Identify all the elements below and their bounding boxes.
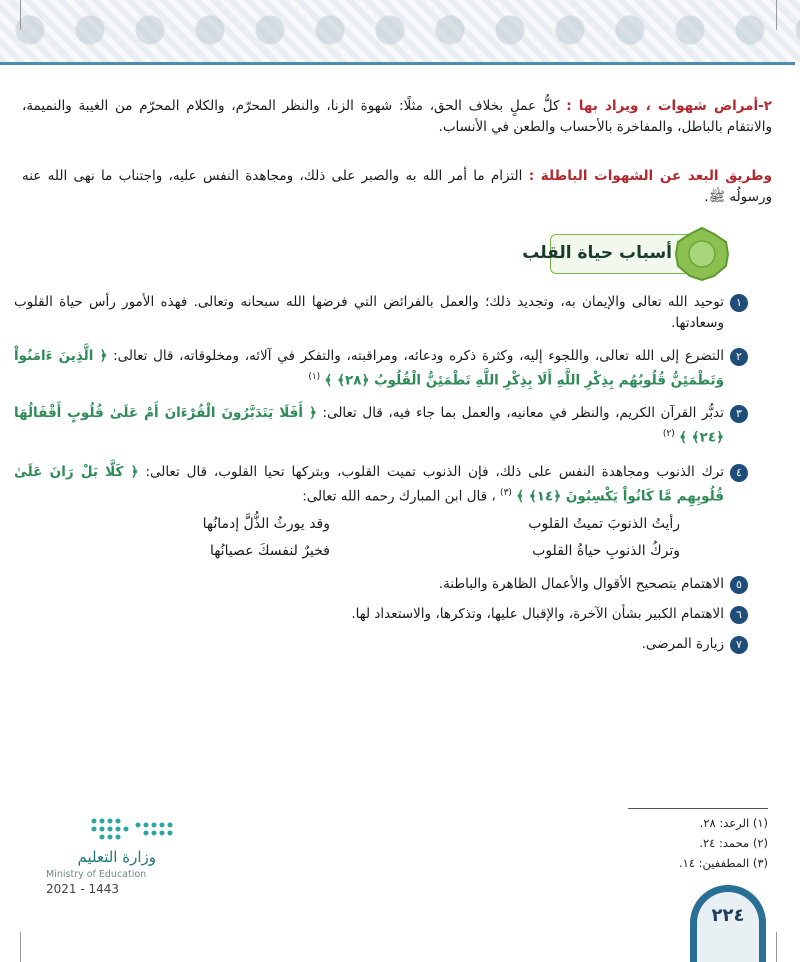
footnote-ref: (٣) (500, 488, 512, 498)
list-item (14, 634, 742, 655)
list-item (14, 292, 742, 334)
page-number: ٢٢٤ (711, 905, 745, 926)
edition-year: 2021 - 1443 (46, 882, 120, 896)
poem-line-2-first-hemistich: وتركُ الذنوبِ حياةُ القلوب (532, 543, 680, 559)
point-2-heading: ٢-أمراض شهوات ، ويراد بها : (566, 98, 772, 114)
item-number: ٣ (730, 405, 748, 423)
list-item (14, 403, 742, 449)
item-text: الاهتمام بتصحيح الأقوال والأعمال الظاهرة والباطنة. (438, 576, 724, 592)
quran-verse: ﴿ كَلَّا بَلْ رَانَ عَلَىٰ قُلُوبِهِم مَّا كَانُواْ يَكْسِبُونَ ﴿١٤﴾ ﴾ (14, 464, 724, 505)
item-text: ترك الذنوب ومجاهدة النفس على ذلك، فإن الذنوب تميت القلوب، وبتركها تحيا القلوب، قال تعالى: (145, 464, 725, 480)
poem-line-1-first-hemistich: رأيتُ الذنوبَ تميتُ القلوب (528, 516, 680, 532)
item-text: زيارة المرضى. (641, 636, 724, 652)
ministry-name: وزارة التعليم (77, 848, 156, 866)
footnote: (٢) محمد: ٢٤. (699, 836, 768, 850)
list-item (14, 462, 742, 508)
remedy-paragraph (22, 166, 772, 208)
crop-mark (776, 0, 777, 30)
poem-line-2-second-hemistich: فخيرٌ لنفسكَ عصيانُها (209, 543, 330, 559)
remedy-heading: وطريق البعد عن الشهوات الباطلة : (528, 168, 772, 184)
ministry-logo-icon (88, 815, 180, 843)
item-number: ٤ (730, 464, 748, 482)
point-2-text: كلُّ عملٍ بخلاف الحق، مثلًا: شهوة الزنا، والنظر المحرّم، والكلام المحرّم من الغيبة والنميمة، والانتقام بالباطل، والمفاخرة بالأحساب والطعن في الأنساب. (22, 98, 772, 135)
quran-verse: ﴿ أَفَلَا يَتَدَبَّرُونَ الْقُرْءَانَ أَمْ عَلَىٰ قُلُوبٍ أَقْفَالُهَا ﴿٢٤﴾ ﴾ (14, 405, 724, 446)
item-number: ١ (730, 294, 748, 312)
header-rule (0, 62, 795, 65)
list-item (14, 574, 742, 595)
footnote-ref: (٢) (662, 429, 675, 439)
header-pattern (0, 0, 800, 62)
quran-verse: ﴿ الَّذِينَ ءَامَنُواْ وَتَطْمَئِنُّ قُلُوبُهُم بِذِكْرِ اللَّهِ أَلَا بِذِكْرِ اللَّهِ تَطْمَئِنُّ الْقُلُوبُ ﴿٢٨﴾ ﴾ (14, 348, 724, 389)
section-title: أسباب حياة القلب (522, 243, 672, 263)
ministry-subtitle: Ministry of Education (46, 869, 147, 880)
point-2-paragraph (22, 96, 772, 138)
footnote: (٣) المطففين: ١٤. (678, 856, 768, 870)
item-number: ٢ (730, 348, 748, 366)
item-text: توحيد الله تعالى والإيمان به، وتجديد ذلك؛ والعمل بالفرائض التي فرضها الله سبحانه وتعالى. فهذه الأمور رأس حياة القلوب وسعادتها. (14, 294, 724, 331)
octagon-ornament-icon (674, 226, 730, 282)
item-number: ٥ (730, 576, 748, 594)
item-text: التضرع إلى الله تعالى، واللجوء إليه، وكثرة ذكره ودعائه، ومراقبته، والتفكر في آلائه، ومخلوقاته، قال تعالى: (113, 348, 724, 364)
crop-mark (20, 0, 21, 30)
footnote-divider (628, 808, 768, 809)
list-item (14, 346, 742, 392)
footnote-ref: (١) (308, 372, 321, 382)
poem-line-1-second-hemistich: وقد يورثُ الذُّلَّ إدمانُها (202, 516, 330, 532)
item-text: تدبُّر القرآن الكريم، والنظر في معانيه، والعمل بما جاء فيه، قال تعالى: (322, 405, 724, 421)
remedy-text: التزام ما أمر الله به والصبر على ذلك، ومجاهدة النفس عليه، واجتناب ما نهى الله عنه ورسولُه ﷺ. (22, 168, 772, 205)
item-text-continuation: ، قال ابن المبارك رحمه الله تعالى: (302, 488, 496, 505)
crop-mark (776, 932, 777, 962)
item-number: ٧ (730, 636, 748, 654)
crop-mark (20, 932, 21, 962)
item-text: الاهتمام الكبير بشأن الآخرة، والإقبال عليها، وتذكرها، والاستعداد لها. (351, 606, 724, 622)
footnote: (١) الرعد: ٢٨. (699, 816, 768, 830)
list-item (14, 604, 742, 625)
page-number-tab-inner (697, 892, 759, 962)
item-number: ٦ (730, 606, 748, 624)
